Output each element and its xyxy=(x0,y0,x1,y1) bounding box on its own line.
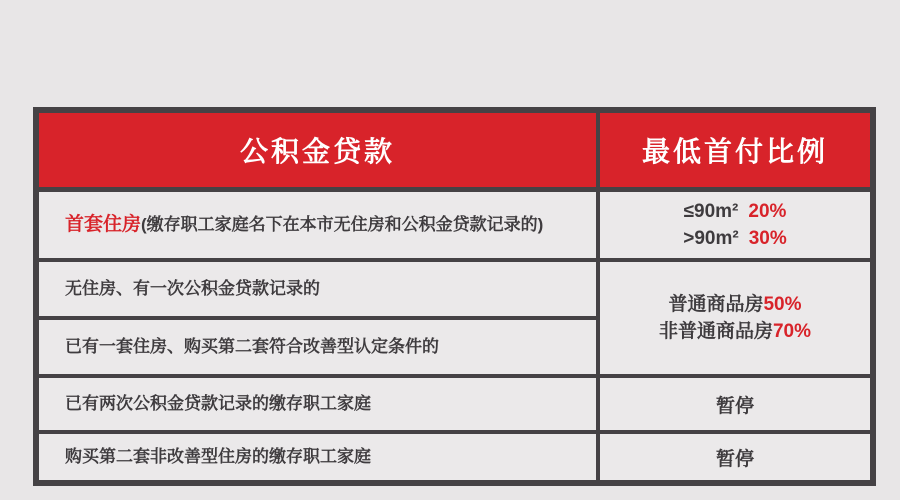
payment-cell-merged xyxy=(598,260,873,376)
tier-label: >90m² xyxy=(683,228,739,249)
payment-value: 70% xyxy=(772,321,812,342)
condition-cell-second-home-improved: 已有一套住房、购买第二套符合改善型认定条件的 xyxy=(36,318,598,376)
first-home-highlight: 首套住房 xyxy=(65,214,142,236)
condition-cell-second-home-non-improved: 购买第二套非改善型住房的缴存职工家庭 xyxy=(36,432,598,483)
first-home-detail: (缴存职工家庭名下在本市无住房和公积金贷款记录的) xyxy=(141,215,544,235)
tier-value: 20% xyxy=(748,201,787,222)
condition-cell-one-loan-record: 无住房、有一次公积金贷款记录的 xyxy=(36,260,598,318)
column-header-downpayment: 最低首付比例 xyxy=(598,110,873,190)
column-header-loan: 公积金贷款 xyxy=(36,110,598,190)
condition-cell-first-home xyxy=(36,190,598,261)
payment-cell-suspended-2: 暂停 xyxy=(598,432,873,483)
payment-label: 非普通商品房 xyxy=(658,321,773,342)
table-row-second-home-non-improved xyxy=(36,432,873,483)
payment-ordinary-housing xyxy=(606,291,864,318)
payment-label: 普通商品房 xyxy=(668,294,764,315)
housing-fund-rate-table xyxy=(33,107,876,486)
tier-label: ≤90m² xyxy=(683,201,739,222)
payment-value: 50% xyxy=(763,294,802,315)
payment-cell-first-home xyxy=(598,190,873,261)
header-row xyxy=(36,110,873,190)
table-row-one-loan-record xyxy=(36,260,873,318)
tier-value: 30% xyxy=(748,228,787,249)
payment-tier-small xyxy=(606,198,864,225)
table-row-two-loan-records xyxy=(36,376,873,432)
payment-tier-large xyxy=(606,225,864,252)
payment-non-ordinary-housing xyxy=(606,318,864,345)
condition-cell-two-loan-records: 已有两次公积金贷款记录的缴存职工家庭 xyxy=(36,376,598,432)
payment-cell-suspended-1: 暂停 xyxy=(598,376,873,432)
table-row-first-home xyxy=(36,190,873,261)
